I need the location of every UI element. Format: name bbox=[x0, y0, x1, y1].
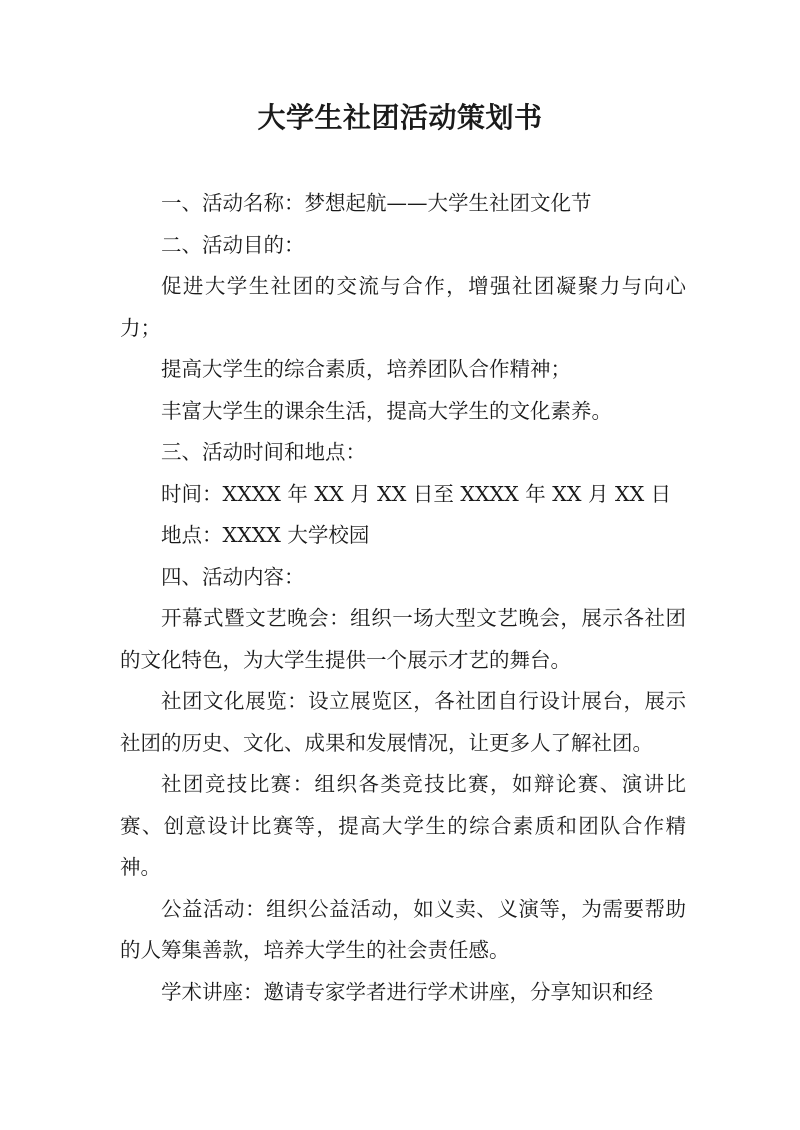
content-item: 社团文化展览：设立展览区，各社团自行设计展台，展示社团的历史、文化、成果和发展情况，让更多人了解社团。 bbox=[120, 689, 686, 755]
document-body bbox=[120, 183, 686, 1013]
content-item: 公益活动：组织公益活动，如义卖、义演等，为需要帮助的人筹集善款，培养大学生的社会责任感。 bbox=[120, 896, 686, 962]
place-line: 地点：XXXX 大学校园 bbox=[161, 523, 370, 547]
document-title: 大学生社团活动策划书 bbox=[257, 101, 543, 134]
time-line: 时间：XXXX 年 XX 月 XX 日至 XXXX 年 XX 月 XX 日 bbox=[161, 481, 672, 506]
section-activity-name: 一、活动名称：梦想起航——大学生社团文化节 bbox=[161, 191, 592, 215]
section-time-place-heading: 三、活动时间和地点： bbox=[161, 440, 366, 464]
section-purpose-heading: 二、活动目的： bbox=[161, 232, 305, 257]
purpose-item: 促进大学生社团的交流与合作，增强社团凝聚力与向心力； bbox=[120, 274, 686, 340]
purpose-item: 提高大学生的综合素质，培养团队合作精神； bbox=[161, 357, 571, 381]
content-item: 学术讲座：邀请专家学者进行学术讲座，分享知识和经 bbox=[161, 979, 653, 1004]
purpose-item: 丰富大学生的课余生活，提高大学生的文化素养。 bbox=[161, 398, 612, 423]
section-content-heading: 四、活动内容： bbox=[161, 564, 305, 589]
content-item: 社团竞技比赛：组织各类竞技比赛，如辩论赛、演讲比赛、创意设计比赛等，提高大学生的综合素质和团队合作精神。 bbox=[120, 772, 686, 879]
content-item: 开幕式暨文艺晚会：组织一场大型文艺晚会，展示各社团的文化特色，为大学生提供一个展示才艺的舞台。 bbox=[120, 606, 686, 672]
